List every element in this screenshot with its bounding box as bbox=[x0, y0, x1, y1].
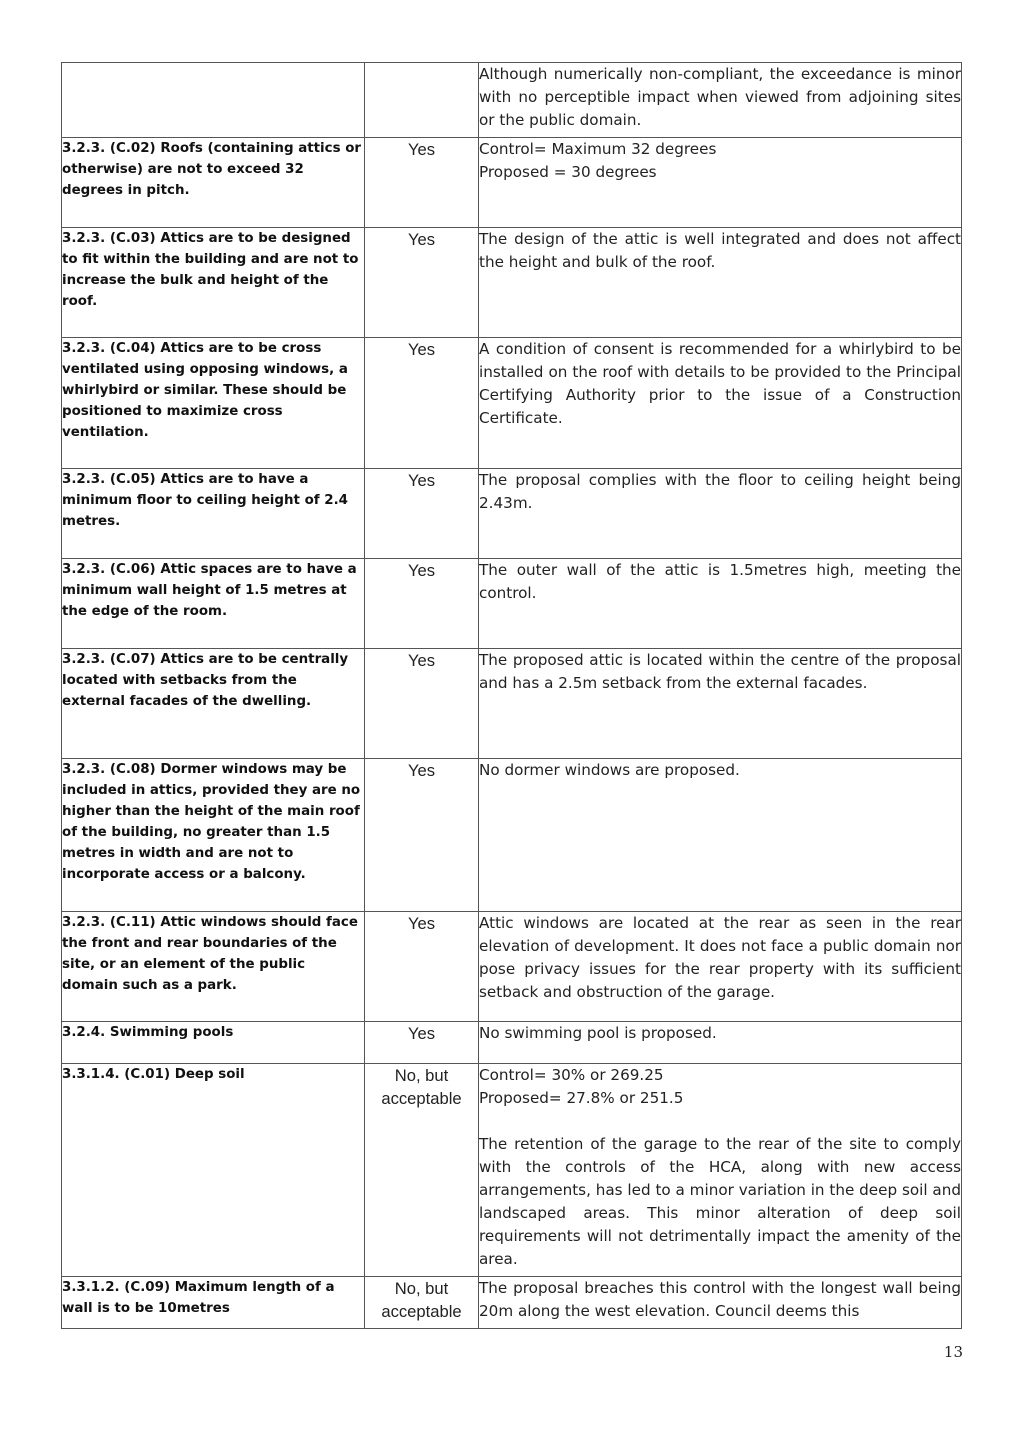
comment-text: The proposal complies with the floor to ceiling height being 2.43m. bbox=[479, 471, 961, 512]
compliance-cell: Yes bbox=[365, 1022, 479, 1064]
table-row bbox=[62, 63, 962, 138]
compliance-cell: Yes bbox=[365, 469, 479, 559]
compliance-cell: Yes bbox=[365, 228, 479, 338]
control-cell: 3.2.3. (C.03) Attics are to be designed to fit within the building and are not to increase the bulk and height of the roof. bbox=[62, 228, 365, 338]
table-row bbox=[62, 1277, 962, 1329]
table-row bbox=[62, 559, 962, 649]
comment-text: The proposed attic is located within the centre of the proposal and has a 2.5m setback from the external facades. bbox=[479, 651, 961, 692]
compliance-cell: Yes bbox=[365, 338, 479, 469]
comments-cell bbox=[479, 338, 962, 469]
control-cell bbox=[62, 63, 365, 138]
control-cell: 3.2.3. (C.11) Attic windows should face the front and rear boundaries of the site, or an element of the public domain such as a park. bbox=[62, 912, 365, 1022]
control-cell: 3.2.3. (C.07) Attics are to be centrally located with setbacks from the external facades of the dwelling. bbox=[62, 649, 365, 759]
control-cell: 3.2.4. Swimming pools bbox=[62, 1022, 365, 1064]
comment-text: The outer wall of the attic is 1.5metres high, meeting the control. bbox=[479, 561, 961, 602]
comment-text: No swimming pool is proposed. bbox=[479, 1024, 717, 1042]
table-row bbox=[62, 338, 962, 469]
compliance-cell: No, but acceptable bbox=[365, 1064, 479, 1277]
comment-text: Proposed = 30 degrees bbox=[479, 163, 657, 181]
comment-text: Control= 30% or 269.25 bbox=[479, 1066, 664, 1084]
comments-cell bbox=[479, 912, 962, 1022]
control-cell: 3.3.1.2. (C.09) Maximum length of a wall is to be 10metres bbox=[62, 1277, 365, 1329]
table-row bbox=[62, 1022, 962, 1064]
comment-text: The retention of the garage to the rear of the site to comply with the controls of the HCA, along with new access arrangements, has led to a minor variation in the deep soil and landscaped areas. This minor alteration of deep soil requirements will not detrimentally impact the amenity of the area. bbox=[479, 1135, 961, 1268]
compliance-cell: Yes bbox=[365, 759, 479, 912]
comments-cell bbox=[479, 1064, 962, 1277]
comments-cell bbox=[479, 138, 962, 228]
compliance-cell: Yes bbox=[365, 138, 479, 228]
table-row bbox=[62, 138, 962, 228]
table-row bbox=[62, 228, 962, 338]
table-row bbox=[62, 912, 962, 1022]
table-row bbox=[62, 1064, 962, 1277]
comment-text: No dormer windows are proposed. bbox=[479, 761, 740, 779]
comment-text: The design of the attic is well integrated and does not affect the height and bulk of the roof. bbox=[479, 230, 961, 271]
comment-text: Attic windows are located at the rear as seen in the rear elevation of development. It does not face a public domain nor pose privacy issues for the rear property with its sufficient setback and obstruction of the garage. bbox=[479, 914, 961, 1001]
control-cell: 3.2.3. (C.06) Attic spaces are to have a minimum wall height of 1.5 metres at the edge of the room. bbox=[62, 559, 365, 649]
comment-text: Proposed= 27.8% or 251.5 bbox=[479, 1089, 684, 1107]
comments-cell bbox=[479, 559, 962, 649]
control-cell: 3.2.3. (C.08) Dormer windows may be included in attics, provided they are no higher than the height of the main roof of the building, no greater than 1.5 metres in width and are not to incorporate access or a balcony. bbox=[62, 759, 365, 912]
comments-cell bbox=[479, 649, 962, 759]
compliance-cell: No, but acceptable bbox=[365, 1277, 479, 1329]
comments-cell bbox=[479, 1277, 962, 1329]
comments-cell bbox=[479, 759, 962, 912]
comments-cell bbox=[479, 469, 962, 559]
control-cell: 3.2.3. (C.05) Attics are to have a minimum floor to ceiling height of 2.4 metres. bbox=[62, 469, 365, 559]
compliance-cell bbox=[365, 63, 479, 138]
control-cell: 3.2.3. (C.04) Attics are to be cross ventilated using opposing windows, a whirlybird or similar. These should be positioned to maximize cross ventilation. bbox=[62, 338, 365, 469]
comments-cell bbox=[479, 1022, 962, 1064]
comment-text: The proposal breaches this control with the longest wall being 20m along the west elevation. Council deems this bbox=[479, 1279, 961, 1320]
comments-cell bbox=[479, 63, 962, 138]
table-row bbox=[62, 759, 962, 912]
comment-text: A condition of consent is recommended for a whirlybird to be installed on the roof with details to be provided to the Principal Certifying Authority prior to the issue of a Construction Certificate. bbox=[479, 340, 961, 427]
compliance-table bbox=[61, 62, 962, 1329]
control-cell: 3.2.3. (C.02) Roofs (containing attics or otherwise) are not to exceed 32 degrees in pitch. bbox=[62, 138, 365, 228]
page-number: 13 bbox=[943, 1343, 963, 1361]
compliance-cell: Yes bbox=[365, 912, 479, 1022]
table-row bbox=[62, 649, 962, 759]
control-cell: 3.3.1.4. (C.01) Deep soil bbox=[62, 1064, 365, 1277]
compliance-cell: Yes bbox=[365, 559, 479, 649]
comment-text: Although numerically non-compliant, the exceedance is minor with no perceptible impact when viewed from adjoining sites or the public domain. bbox=[479, 65, 961, 129]
compliance-cell: Yes bbox=[365, 649, 479, 759]
table-row bbox=[62, 469, 962, 559]
comment-text: Control= Maximum 32 degrees bbox=[479, 140, 717, 158]
comments-cell bbox=[479, 228, 962, 338]
